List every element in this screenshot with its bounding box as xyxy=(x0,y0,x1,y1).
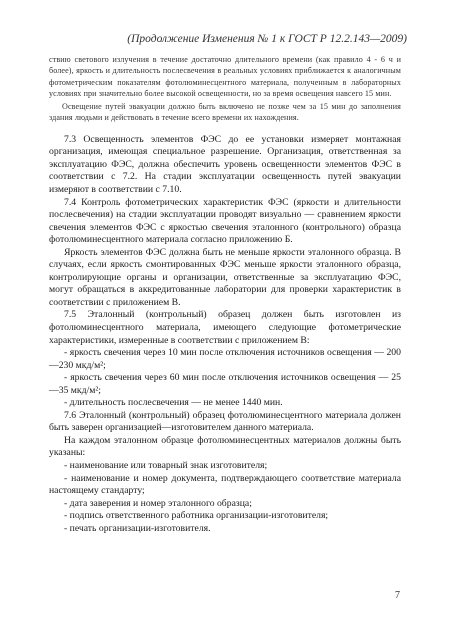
page-body xyxy=(49,54,401,535)
paragraph-7-3: 7.3 Освещенность элементов ФЭС до ее установки измеряет монтажная организация, имеющая специальное разрешение. Организация, ответственная за эксплуатацию ФЭС, должна обеспечить уровень освещенности элементов ФЭС в соответствии с 7.2. На стадии эксплуатации освещенность путей эвакуации измеряют в соответствии с 7.10. xyxy=(49,133,401,195)
paragraph-brightness: Яркость элементов ФЭС должна быть не меньше яркости эталонного образца. В случаях, если яркость смонтированных ФЭС меньше яркости эталонного образца, контролирующие органы и организации, ответственные за эксплуатацию ФЭС, могут обращаться в аккредитованные лаборатории для проверки характеристик в соответствии с приложением В. xyxy=(49,246,401,308)
page-number: 7 xyxy=(395,590,400,601)
page-header: (Продолжение Изменения № 1 к ГОСТ Р 12.2.143—2009) xyxy=(127,33,407,45)
note-paragraph: Освещение путей эвакуации должно быть включено не позже чем за 15 мин до заполнения здания людьми и действовать в течение всего времени их нахождения. xyxy=(49,102,401,123)
note-block xyxy=(49,54,401,124)
list-item: - подпись ответственного работника организации-изготовителя; xyxy=(64,510,329,522)
list-item: - наименование или товарный знак изготовителя; xyxy=(64,460,268,471)
main-text xyxy=(49,134,401,536)
paragraph-7-4: 7.4 Контроль фотометрических характеристик ФЭС (яркости и длительности послесвечения) на стадии эксплуатации проводят визуально — сравнением яркости свечения элементов ФЭС с яркостью свечения эталонного (контрольного) образца фотолюминесцентного материала согласно приложению Б. xyxy=(49,196,401,246)
note-paragraph: ствию светового излучения в течение достаточно длительного времени (как правило 4 - 6 ч и более), яркость и длительность послесвечения в реальных условиях приближается к аналогичным фотометрическим показателям фотолюминесцентного материала, полученным в лабораторных условиях при значительно более высокой освещенности, но за время освещения навсего 15 мин. xyxy=(49,55,401,98)
list-item: - дата заверения и номер эталонного образца; xyxy=(64,497,252,509)
paragraph-7-6: 7.6 Эталонный (контрольный) образец фотолюминесцентного материала должен быть заверен организацией—изготовителем данного материала. xyxy=(49,409,401,434)
paragraph-7-5: 7.5 Эталонный (контрольный) образец должен быть изготовлен из фотолюминесцентного материала, имеющего следующие фотометрические характеристики, измеренные в соответствии с приложением В: xyxy=(49,309,401,346)
list-item: - печать организации-изготовителя. xyxy=(64,522,211,534)
paragraph-marking: На каждом эталонном образце фотолюминесцентных материалов должны быть указаны: xyxy=(49,434,401,459)
list-item: - наименование и номер документа, подтверждающего соответствие материала настоящему стандарту; xyxy=(49,472,401,497)
list-item: - яркость свечения через 10 мин после отключения источников освещения — 200—230 мкд/м²; xyxy=(49,347,401,371)
list-item: - длительность послесвечения — не менее 1440 мин. xyxy=(64,397,283,409)
list-item: - яркость свечения через 60 мин после отключения источников освещения — 25—35 мкд/м²; xyxy=(49,372,401,396)
